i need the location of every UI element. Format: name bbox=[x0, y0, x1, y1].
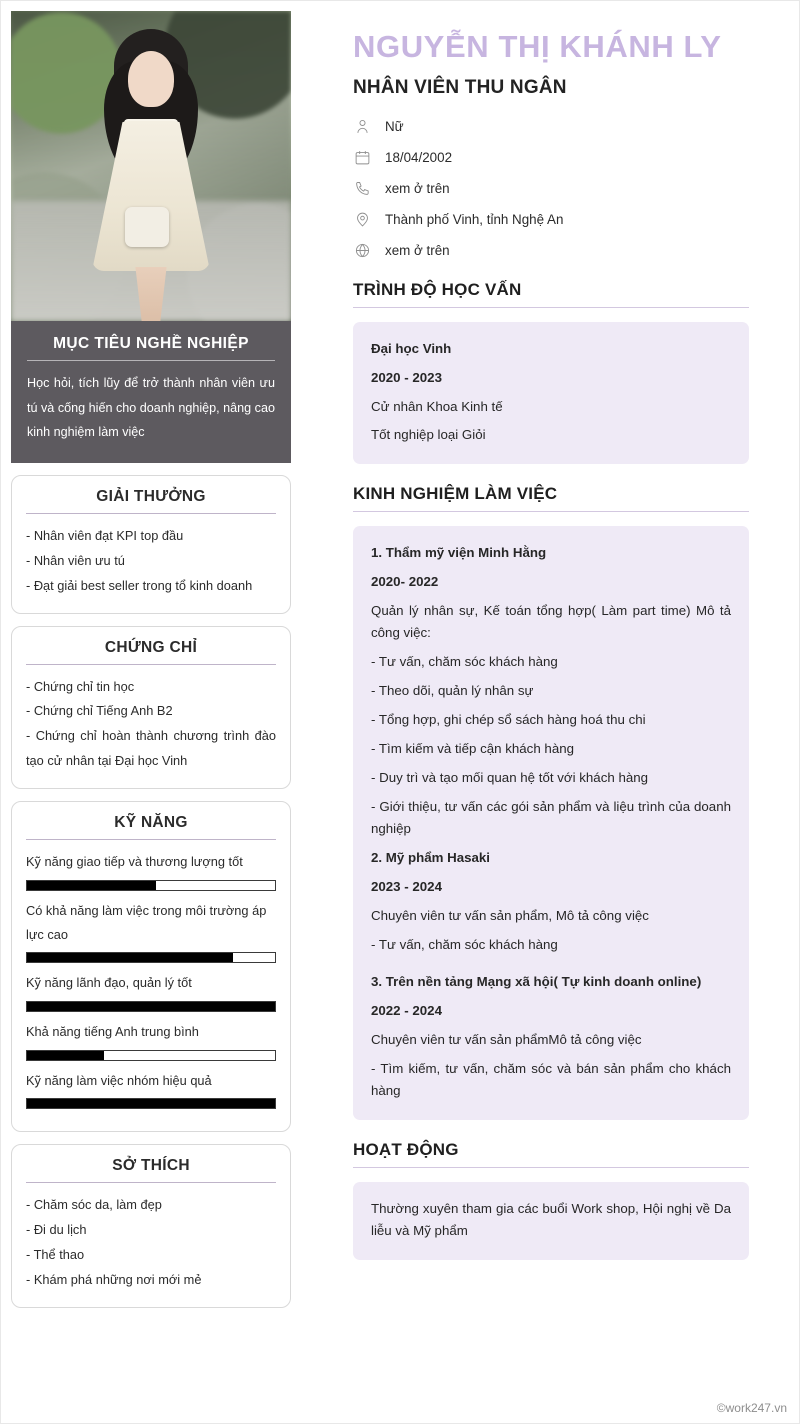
contact-row-birthdate bbox=[353, 148, 749, 167]
contact-row-phone bbox=[353, 179, 749, 198]
experience-panel bbox=[353, 526, 749, 1120]
career-goal-block bbox=[11, 321, 291, 463]
certificates-title: CHỨNG CHỈ bbox=[26, 639, 276, 665]
experience-line: - Tổng hợp, ghi chép sổ sách hàng hoá thu chi bbox=[371, 712, 646, 728]
hobbies-item: - Đi du lịch bbox=[26, 1222, 87, 1238]
photo-person bbox=[76, 29, 226, 319]
experience-line: 2020- 2022 bbox=[371, 574, 439, 590]
experience-line: 1. Thẩm mỹ viện Minh Hằng bbox=[371, 545, 547, 561]
location-icon bbox=[353, 210, 372, 229]
hobbies-card bbox=[11, 1144, 291, 1308]
career-goal-title: MỤC TIÊU NGHỀ NGHIỆP bbox=[27, 335, 275, 361]
education-line: Đại học Vinh bbox=[371, 340, 452, 356]
page-title: NGUYỄN THỊ KHÁNH LY bbox=[353, 29, 722, 64]
experience-line: - Tư vấn, chăm sóc khách hàng bbox=[371, 936, 558, 952]
certificates-card bbox=[11, 626, 291, 790]
awards-card bbox=[11, 475, 291, 614]
awards-item: - Đạt giải best seller trong tổ kinh doanh bbox=[26, 577, 253, 593]
job-title: NHÂN VIÊN THU NGÂN bbox=[353, 76, 567, 98]
experience-line: Quản lý nhân sự, Kế toán tổng hợp( Làm part time) Mô tả công việc: bbox=[371, 603, 731, 641]
calendar-icon bbox=[353, 148, 372, 167]
contact-row-address bbox=[353, 210, 749, 229]
experience-line: - Theo dõi, quản lý nhân sự bbox=[371, 683, 534, 699]
contact-value: xem ở trên bbox=[385, 242, 450, 258]
skill-bar-fill bbox=[27, 881, 156, 890]
main-content bbox=[301, 1, 799, 1423]
career-goal-text: Học hỏi, tích lũy để trở thành nhân viên ưu tú và cống hiến cho doanh nghiệp, nâng cao kinh nghiệm làm việc bbox=[27, 376, 275, 440]
hobbies-item: - Thể thao bbox=[26, 1247, 85, 1263]
experience-section-title: KINH NGHIỆM LÀM VIỆC bbox=[353, 484, 749, 512]
hobbies-item: - Khám phá những nơi mới mẻ bbox=[26, 1272, 202, 1288]
awards-item: - Nhân viên ưu tú bbox=[26, 552, 125, 568]
education-line: Tốt nghiệp loại Giỏi bbox=[371, 427, 486, 443]
skill-bar-fill bbox=[27, 1002, 275, 1011]
skill-label: Kỹ năng lãnh đạo, quản lý tốt bbox=[26, 975, 192, 991]
experience-line: 2. Mỹ phẩm Hasaki bbox=[371, 849, 490, 865]
phone-icon bbox=[353, 179, 372, 198]
photo-legs bbox=[125, 267, 177, 321]
contact-value: Thành phố Vinh, tỉnh Nghệ An bbox=[385, 211, 564, 227]
skill-bar-fill bbox=[27, 953, 233, 962]
skills-title: KỸ NĂNG bbox=[26, 814, 276, 840]
experience-line: Chuyên viên tư vấn sản phẩm, Mô tả công việc bbox=[371, 907, 649, 923]
certificates-item: - Chứng chỉ tin học bbox=[26, 678, 135, 694]
skill-bar bbox=[26, 1050, 276, 1061]
skill-label: Kỹ năng làm việc nhóm hiệu quả bbox=[26, 1072, 212, 1088]
activities-section-title: HOẠT ĐỘNG bbox=[353, 1140, 749, 1168]
experience-line: - Giới thiệu, tư vấn các gói sản phẩm và liệu trình của doanh nghiệp bbox=[371, 798, 731, 836]
experience-line: 3. Trên nền tảng Mạng xã hội( Tự kinh doanh online) bbox=[371, 974, 702, 990]
experience-line: - Duy trì và tạo mối quan hệ tốt với khách hàng bbox=[371, 769, 649, 785]
skill-bar bbox=[26, 880, 276, 891]
hobbies-title: SỞ THÍCH bbox=[26, 1157, 276, 1183]
experience-line: 2022 - 2024 bbox=[371, 1003, 442, 1019]
experience-line: - Tìm kiếm và tiếp cận khách hàng bbox=[371, 740, 574, 756]
contact-list bbox=[353, 117, 749, 260]
activities-panel bbox=[353, 1182, 749, 1260]
skill-bar-fill bbox=[27, 1051, 104, 1060]
experience-line: 2023 - 2024 bbox=[371, 878, 442, 894]
experience-line: - Tư vấn, chăm sóc khách hàng bbox=[371, 654, 558, 670]
skill-bar-fill bbox=[27, 1099, 275, 1108]
sidebar bbox=[1, 1, 301, 1423]
contact-row-website bbox=[353, 241, 749, 260]
experience-line: Chuyên viên tư vấn sản phẩmMô tả công việc bbox=[371, 1032, 642, 1048]
awards-title: GIẢI THƯỞNG bbox=[26, 488, 276, 514]
contact-value: Nữ bbox=[385, 118, 404, 134]
contact-value: xem ở trên bbox=[385, 180, 450, 196]
hobbies-item: - Chăm sóc da, làm đẹp bbox=[26, 1197, 162, 1213]
certificates-item: - Chứng chỉ Tiếng Anh B2 bbox=[26, 703, 173, 719]
education-section-title: TRÌNH ĐỘ HỌC VẤN bbox=[353, 280, 749, 308]
contact-row-gender bbox=[353, 117, 749, 136]
skill-bar bbox=[26, 1001, 276, 1012]
education-line: 2020 - 2023 bbox=[371, 369, 442, 385]
education-panel bbox=[353, 322, 749, 465]
photo-face bbox=[128, 51, 174, 107]
footer-watermark: ©work247.vn bbox=[716, 1401, 787, 1415]
skill-label: Khả năng tiếng Anh trung bình bbox=[26, 1024, 199, 1039]
skill-bar bbox=[26, 952, 276, 963]
person-icon bbox=[353, 117, 372, 136]
profile-photo bbox=[11, 11, 291, 321]
experience-line: - Tìm kiếm, tư vấn, chăm sóc và bán sản phẩm cho khách hàng bbox=[371, 1061, 731, 1099]
education-line: Cử nhân Khoa Kinh tế bbox=[371, 398, 503, 414]
photo-bag bbox=[125, 207, 169, 247]
activities-line: Thường xuyên tham gia các buổi Work shop, Hội nghị về Da liễu và Mỹ phẩm bbox=[371, 1201, 731, 1239]
certificates-item: - Chứng chỉ hoàn thành chương trình đào tạo cử nhân tại Đại học Vinh bbox=[26, 728, 276, 769]
skill-label: Kỹ năng giao tiếp và thương lượng tốt bbox=[26, 854, 243, 870]
contact-value: 18/04/2002 bbox=[385, 149, 453, 165]
awards-item: - Nhân viên đạt KPI top đầu bbox=[26, 527, 184, 543]
globe-icon bbox=[353, 241, 372, 260]
skills-card bbox=[11, 801, 291, 1132]
skill-bar bbox=[26, 1098, 276, 1109]
skill-label: Có khả năng làm việc trong môi trường áp lực cao bbox=[26, 902, 267, 942]
